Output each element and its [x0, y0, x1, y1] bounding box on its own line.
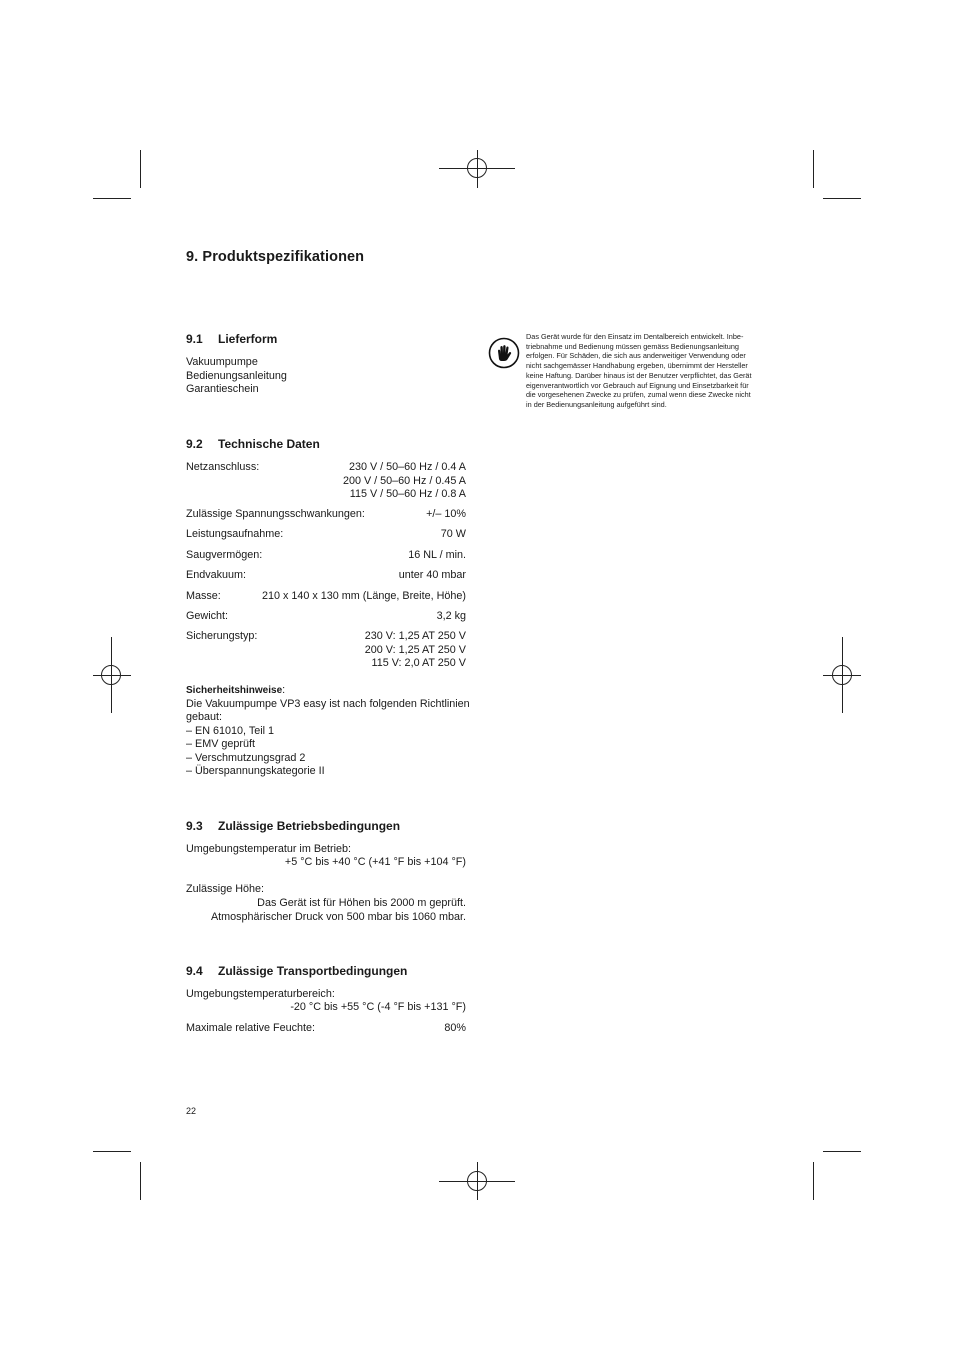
page-title: 9. Produktspezifikationen — [186, 249, 365, 265]
section-heading-lieferform — [186, 332, 277, 346]
usage-disclaimer — [526, 332, 766, 410]
spec-value: 70 W — [440, 528, 466, 540]
delivery-list — [186, 356, 287, 397]
list-item: – Verschmutzungsgrad 2 — [186, 751, 306, 764]
spec-label: Saugvermögen: — [186, 549, 263, 561]
spec-label: Netzanschluss: — [186, 461, 260, 473]
spec-value: 115 V / 50–60 Hz / 0.8 A — [349, 488, 466, 500]
operating-temp-label: Umgebungstemperatur im Betrieb: — [186, 843, 352, 855]
spec-value: 80% — [444, 1022, 466, 1034]
height-value: Das Gerät ist für Höhen bis 2000 m geprüft. — [257, 897, 466, 909]
list-item: Vakuumpumpe — [186, 356, 258, 368]
list-item: – EMV geprüft — [186, 738, 256, 750]
list-item: – Überspannungskategorie II — [186, 765, 325, 777]
spec-label: Zulässige Spannungsschwankungen: — [186, 508, 365, 520]
spec-label: Endvakuum: — [186, 569, 247, 581]
disclaimer-line: keine Haftung. Darüber hinaus ist der Benutzer verpflichtet, das Gerät — [526, 370, 752, 380]
section-number: 9.4 — [186, 964, 203, 978]
section-title: Zulässige Betriebsbedingungen — [218, 819, 401, 833]
safety-intro: Die Vakuumpumpe VP3 easy ist nach folgenden Richtlinien — [186, 697, 470, 710]
spec-values-sicherungstyp — [186, 630, 466, 671]
spec-value: 200 V: 1,25 AT 250 V — [364, 643, 466, 656]
spec-value: 115 V: 2,0 AT 250 V — [371, 657, 466, 669]
spec-values-netzanschluss — [186, 461, 466, 502]
safety-notes — [186, 684, 470, 779]
section-heading-technische-daten — [186, 437, 320, 451]
spec-value: 210 x 140 x 130 mm (Länge, Breite, Höhe) — [261, 590, 466, 602]
height-value: Atmosphärischer Druck von 500 mbar bis 1060 mbar. — [210, 910, 466, 923]
transport-temp-value: -20 °C bis +55 °C (-4 °F bis +131 °F) — [290, 1001, 466, 1013]
spec-value: 230 V / 50–60 Hz / 0.4 A — [348, 461, 466, 473]
operating-temp-value: +5 °C bis +40 °C (+41 °F bis +104 °F) — [284, 856, 466, 868]
hand-stop-icon — [488, 337, 520, 369]
disclaimer-line: die vorgesehenen Zwecke zu prüfen, zumal wenn diese Zwecke nicht — [526, 390, 751, 400]
list-item: Bedienungsanleitung — [186, 369, 287, 382]
spec-value: 200 V / 50–60 Hz / 0.45 A — [342, 474, 466, 487]
section-number: 9.3 — [186, 819, 203, 833]
height-label: Zulässige Höhe: — [186, 883, 265, 895]
disclaimer-line: triebnahme und Bedienung müssen gemäss Bedienungsanleitung — [526, 341, 739, 351]
spec-label: Maximale relative Feuchte: — [186, 1022, 316, 1034]
disclaimer-line: in der Bedienungsanleitung aufgeführt sind. — [526, 399, 667, 409]
disclaimer-line: eigenverantwortlich vor Gebrauch auf Eignung und Einsetzbarkeit für — [526, 380, 749, 390]
list-item: Garantieschein — [186, 383, 259, 395]
section-title: Zulässige Transportbedingungen — [218, 964, 408, 978]
spec-value: unter 40 mbar — [398, 569, 466, 581]
section-number: 9.1 — [186, 332, 203, 346]
section-title: Technische Daten — [218, 437, 320, 451]
transport-temp-label: Umgebungstemperaturbereich: — [186, 988, 335, 1000]
section-heading-betriebsbedingungen — [186, 819, 400, 833]
spec-value: 16 NL / min. — [408, 549, 466, 561]
section-number: 9.2 — [186, 437, 203, 451]
disclaimer-line: erfolgen. Für Schäden, die sich aus anderweitiger Verwendung oder — [526, 351, 746, 361]
section-title: Lieferform — [218, 332, 278, 346]
disclaimer-line: nicht sachgemässer Handhabung ergeben, übernimmt der Hersteller — [526, 361, 748, 371]
spec-value: 230 V: 1,25 AT 250 V — [364, 630, 466, 642]
disclaimer-line: Das Gerät wurde für den Einsatz im Dentalbereich entwickelt. Inbe- — [526, 332, 744, 341]
section-heading-transportbedingungen — [186, 964, 407, 978]
page-number: 22 — [186, 1106, 197, 1116]
spec-value: 3,2 kg — [436, 610, 466, 622]
spec-label: Sicherungstyp: — [186, 630, 258, 642]
spec-label: Masse: — [186, 590, 221, 602]
height-values — [186, 897, 466, 924]
safety-label-colon: : — [282, 684, 286, 696]
spec-label: Gewicht: — [186, 610, 229, 622]
safety-label: Sicherheitshinweise — [186, 685, 283, 696]
list-item: – EN 61010, Teil 1 — [186, 724, 275, 737]
spec-value: +/– 10% — [426, 508, 466, 520]
spec-label: Leistungsaufnahme: — [186, 528, 284, 540]
safety-intro: gebaut: — [186, 711, 223, 723]
